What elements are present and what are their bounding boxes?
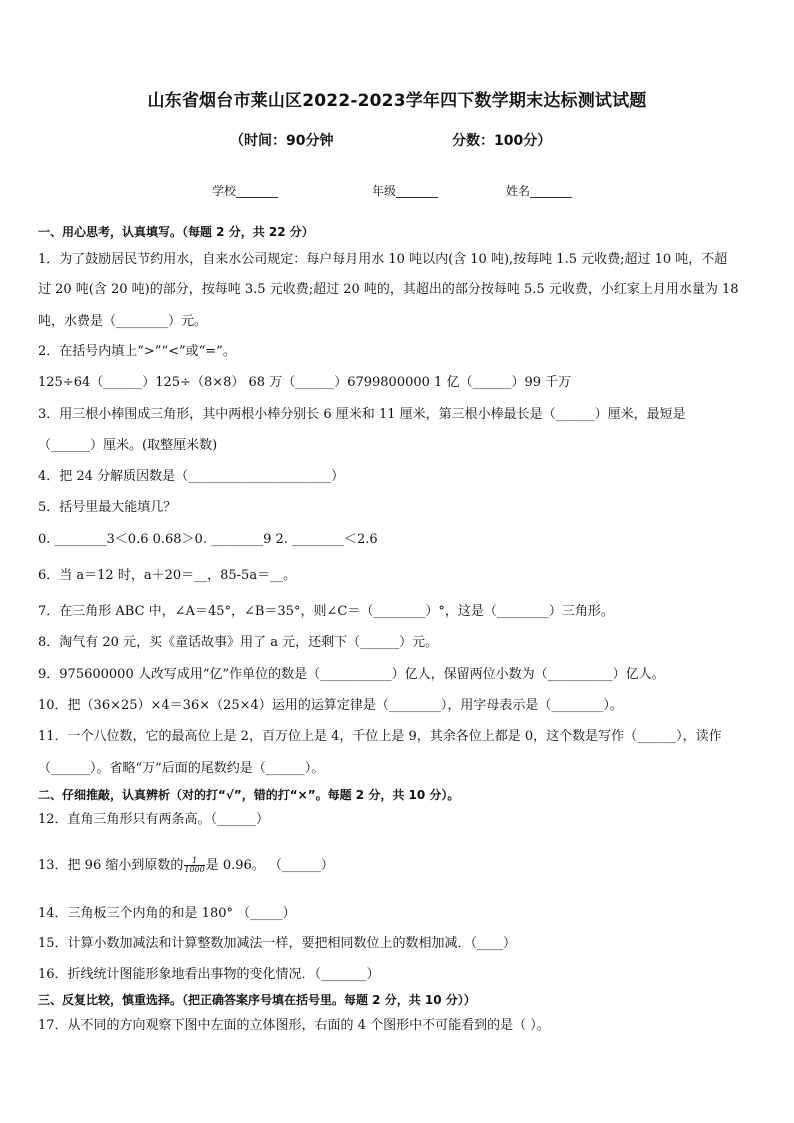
- question-5-items: 0. ________3＜0.6 0.68＞0. ________9 2. ________＜2.6: [38, 532, 378, 547]
- section-3-heading: 三、反复比较，慎重选择。（把正确答案序号填在括号里。每题 2 分，共 10 分））: [38, 993, 476, 1007]
- question-13: [38, 856, 768, 876]
- question-16: 16．折线统计图能形象地看出事物的变化情况．（_______）: [38, 967, 380, 982]
- question-13-text: 13．把 96 缩小到原数的: [38, 858, 184, 873]
- question-2-items: 125÷64（______）125÷（8×8） 68 万（______）6799800000 1 亿（______）99 千万: [38, 375, 572, 390]
- question-9: 9．975600000 人改写成用“亿”作单位的数是（___________）亿人，保留两位小数为（__________）亿人。: [38, 667, 665, 682]
- question-1-line-3: 吨，水费是（________）元。: [38, 314, 208, 329]
- question-15: 15．计算小数加减法和计算整数加减法一样，要把相同数位上的数相加减．（____）: [38, 936, 517, 951]
- question-11-line-1: 11．一个八位数，它的最高位上是 2，百万位上是 4，千位上是 9，其余各位上都是 0，这个数是写作（______），读作: [38, 729, 722, 744]
- question-6: 6．当 a＝12 时，a＋20＝__，85-5a＝__。: [38, 568, 297, 583]
- question-14: 14．三角板三个内角的和是 180° （_____）: [38, 906, 296, 921]
- question-7: 7．在三角形 ABC 中，∠A＝45°，∠B＝35°，则∠C＝（________）°，这是（________）三角形。: [38, 604, 614, 619]
- question-10: 10．把（36×25）×4＝36×（25×4）运用的运算定律是（________），用字母表示是（________）。: [38, 698, 623, 713]
- question-4: 4．把 24 分解质因数是（______________________）: [38, 469, 345, 484]
- fraction-numerator: 1: [184, 857, 204, 866]
- time-limit: （时间：90分钟: [230, 133, 334, 149]
- question-11-line-2: （______）。省略“万”后面的尾数约是（______）。: [38, 761, 325, 776]
- section-2-heading: 二、仔细推敲，认真辨析（对的打“√”，错的打“×”。每题 2 分，共 10 分）。: [38, 788, 460, 802]
- question-8: 8．淘气有 20 元，买《童话故事》用了 a 元，还剩下（______）元。: [38, 635, 439, 650]
- question-1-line-1: 1．为了鼓励居民节约用水，自来水公司规定：每户每月用水 10 吨以内(含 10 吨),按每吨 1.5 元收费;超过 10 吨，不超: [38, 252, 728, 267]
- grade-field: 年级_______: [372, 184, 439, 198]
- question-3-line-2: （______）厘米。(取整厘米数): [38, 438, 218, 453]
- question-12: 12．直角三角形只有两条高。（______）: [38, 812, 270, 827]
- fraction-denominator: 1000: [184, 865, 205, 874]
- total-score: 分数：100分）: [452, 133, 552, 149]
- section-1-heading: 一、用心思考，认真填写。（每题 2 分，共 22 分）: [38, 225, 314, 239]
- question-1-line-2: 过 20 吨(含 20 吨)的部分，按每吨 3.5 元收费;超过 20 吨的，其超出的部分按每吨 5.5 元收费，小红家上月用水量为 18: [38, 282, 739, 297]
- question-17: 17．从不同的方向观察下图中左面的立体图形，右面的 4 个图形中不可能看到的是（ ）。: [38, 1018, 550, 1033]
- question-5: 5．括号里最大能填几？: [38, 500, 177, 515]
- question-3-line-1: 3．用三根小棒围成三角形，其中两根小棒分别长 6 厘米和 11 厘米，第三根小棒最长是（______）厘米，最短是: [38, 407, 686, 422]
- question-13-answer: 是 0.96。 （______）: [205, 858, 334, 873]
- name-field: 姓名_______: [506, 184, 573, 198]
- question-2: 2．在括号内填上“>”“<”或“=”。: [38, 344, 236, 359]
- fraction-one-thousandth: [184, 857, 204, 874]
- school-field: 学校_______: [212, 184, 279, 198]
- page-title: 山东省烟台市莱山区2022-2023学年四下数学期末达标测试试题: [147, 91, 647, 111]
